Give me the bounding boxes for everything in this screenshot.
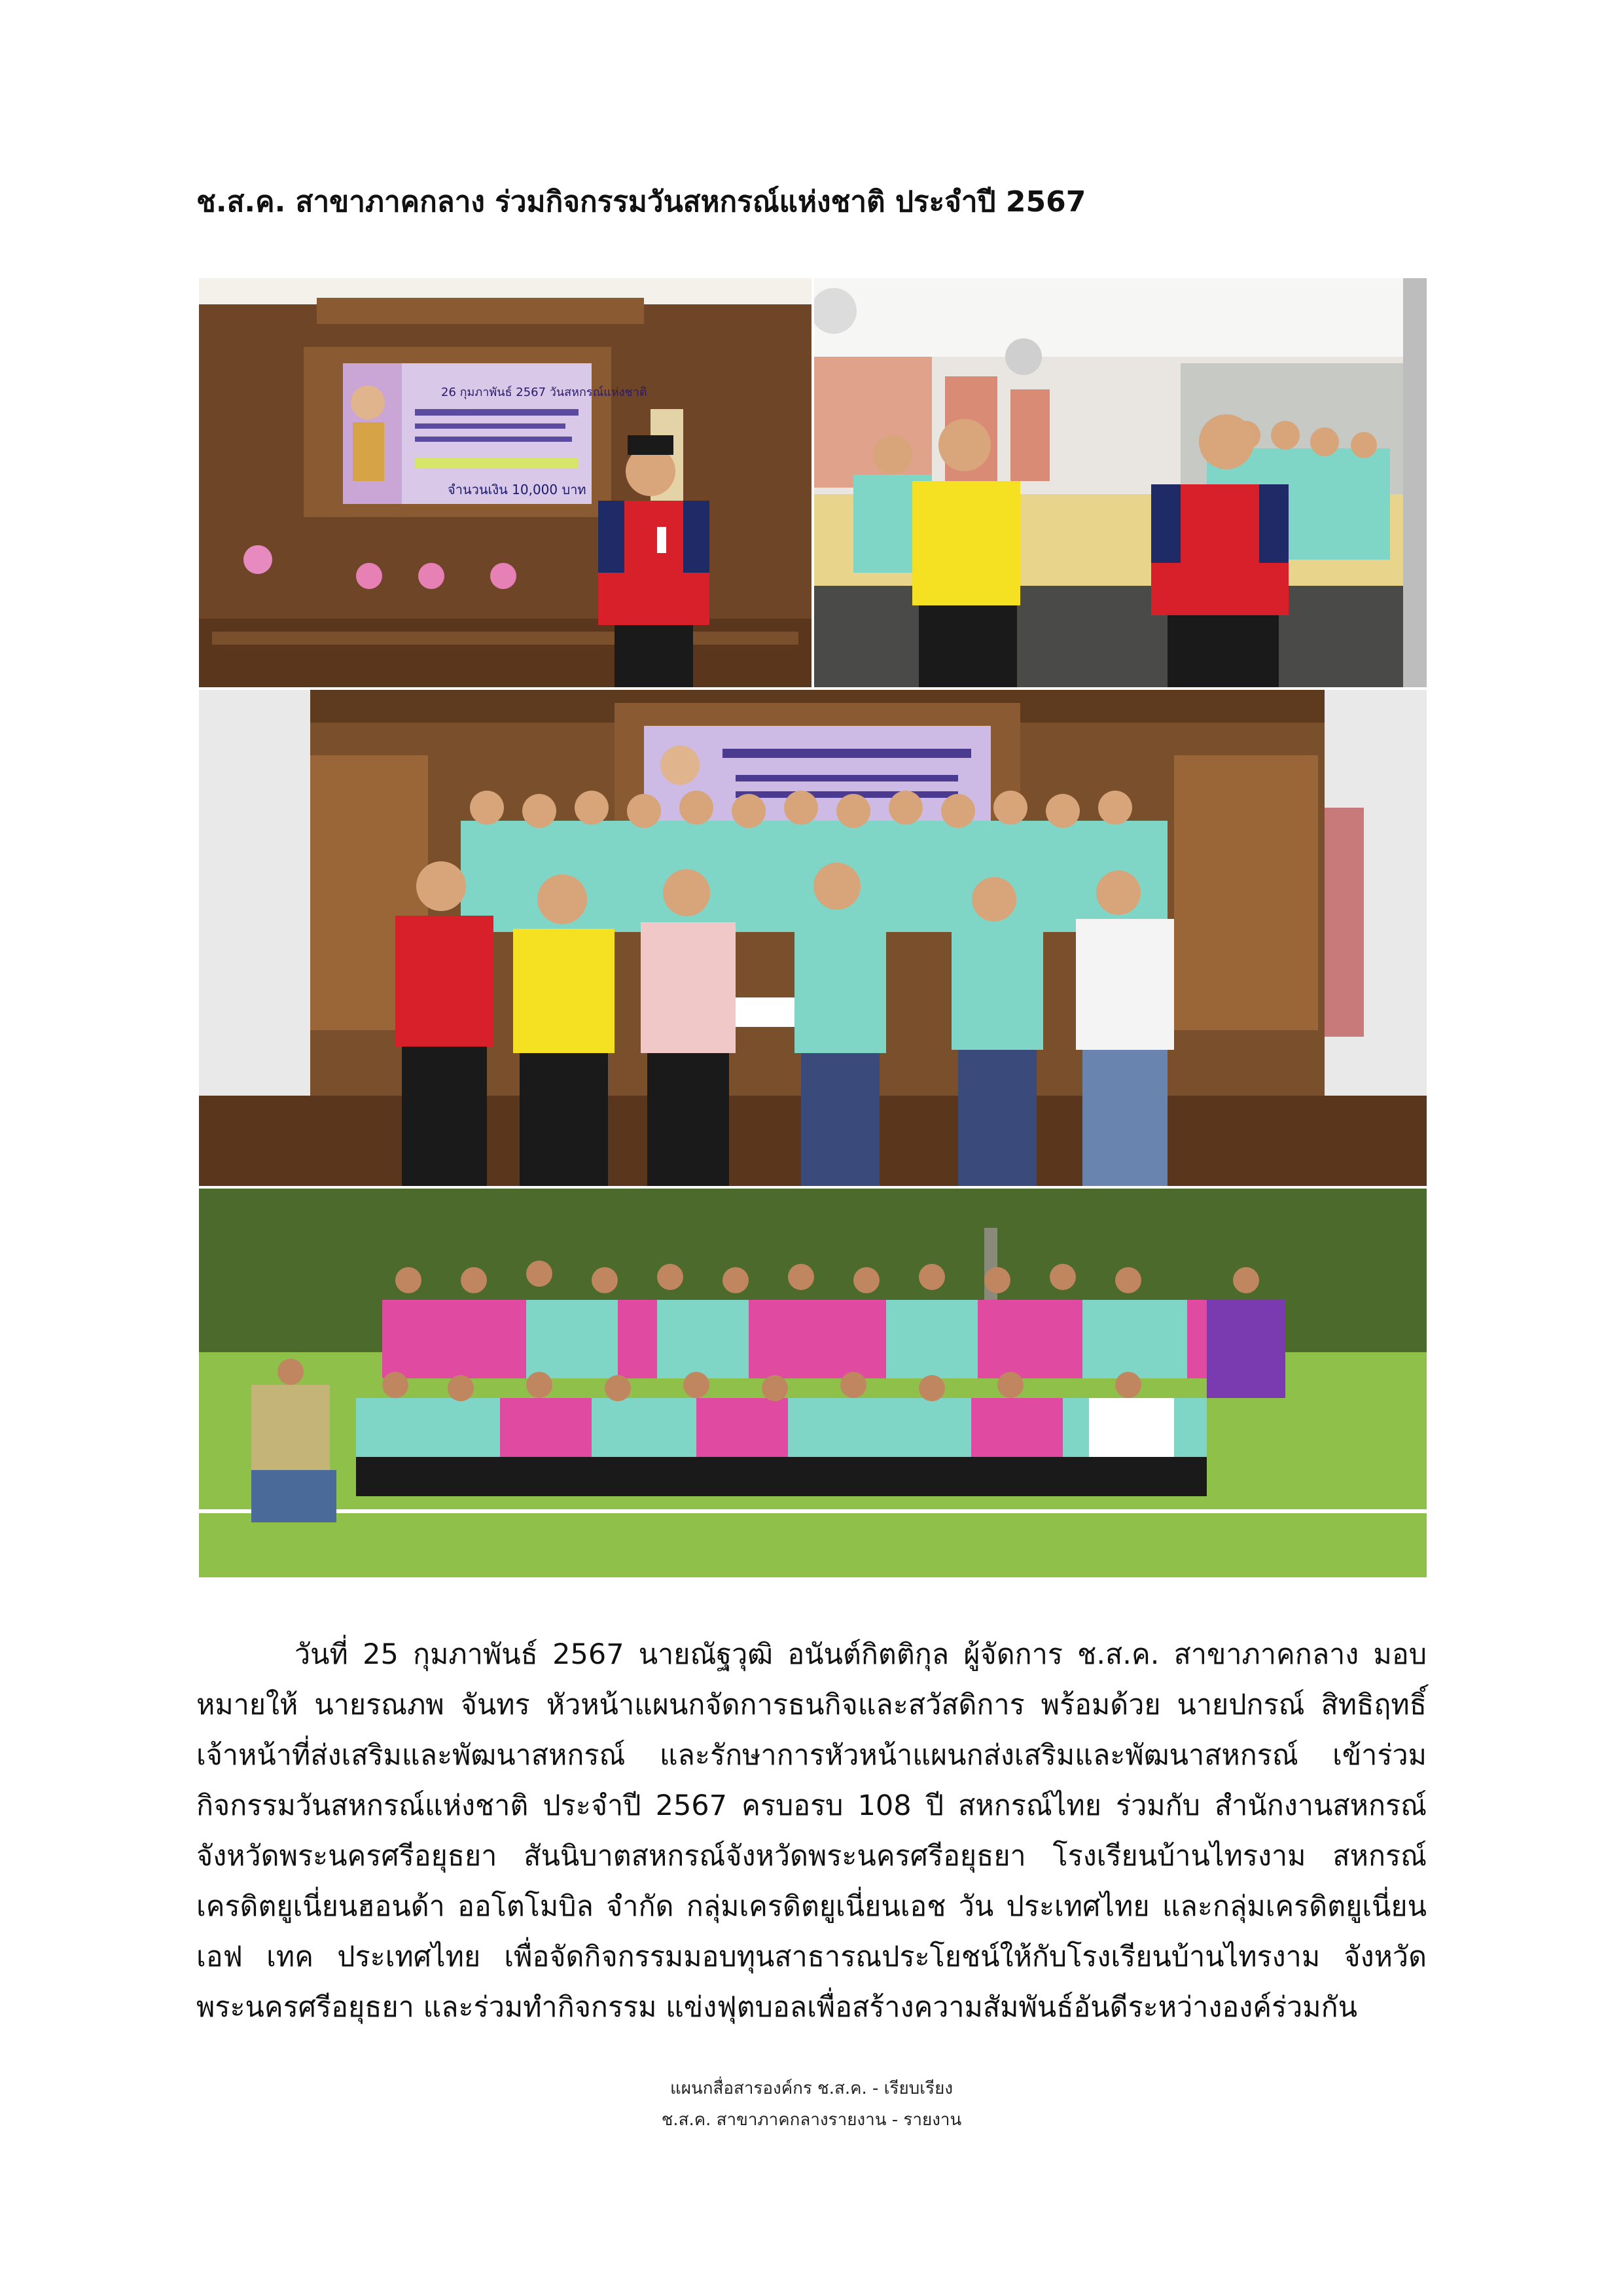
- photo-group-donation: [199, 690, 1427, 1186]
- photo-speaker-with-banner: [199, 278, 812, 687]
- article-body: วันที่ 25 กุมภาพันธ์ 2567 นายณัฐวุฒิ อนันต์กิตติกุล ผู้จัดการ ช.ส.ค. สาขาภาคกลาง มอบหมายให้ นายรณภพ จันทร หัวหน้าแผนกจัดการธนกิจและสวัสดิการ พร้อมด้วย นายปกรณ์ สิทธิฤทธิ์ เจ้าหน้าที่ส่งเสริมและพัฒนาสหกรณ์ และรักษาการหัวหน้าแผนกส่งเสริมและพัฒนาสหกรณ์ เข้าร่วมกิจกรรมวันสหกรณ์แห่งชาติ ประจำปี 2567 ครบอรบ 108 ปี สหกรณ์ไทย ร่วมกับ สำนักงานสหกรณ์จังหวัดพระนครศรีอยุธยา สันนิบาตสหกรณ์จังหวัดพระนครศรีอยุธยา โรงเรียนบ้านไทรงาม สหกรณ์เครดิตยูเนี่ยนฮอนด้า ออโตโมบิล จำกัด กลุ่มเครดิตยูเนี่ยนเอช วัน ประเทศไทย และกลุ่มเครดิตยูเนี่ยนเอฟ เทค ประเทศไทย เพื่อจัดกิจกรรมมอบทุนสาธารณประโยชน์ให้กับโรงเรียนบ้านไทรงาม จังหวัดพระนครศรีอยุธยา และร่วมทำกิจกรรม แข่งฟุตบอลเพื่อสร้างความสัมพันธ์อันดีระหว่างองค์ร่วมกัน: [196, 1638, 1427, 2024]
- banner-date-text: 26 กุมภาพันธ์ 2567 วันสหกรณ์แห่งชาติ: [441, 386, 647, 399]
- banner-amount-text: จำนวนเงิน 10,000 บาท: [448, 482, 586, 497]
- photo-football-teams: [199, 1189, 1427, 1577]
- article-title: ช.ส.ค. สาขาภาคกลาง ร่วมกิจกรรมวันสหกรณ์แห่งชาติ ประจำปี 2567: [196, 185, 1086, 219]
- photo-seated-audience: [814, 278, 1427, 687]
- footer-compiled-by: แผนกสื่อสารองค์กร ช.ส.ค. - เรียบเรียง: [669, 2079, 954, 2098]
- footer-reported-by: ช.ส.ค. สาขาภาคกลางรายงาน - รายงาน: [661, 2110, 962, 2130]
